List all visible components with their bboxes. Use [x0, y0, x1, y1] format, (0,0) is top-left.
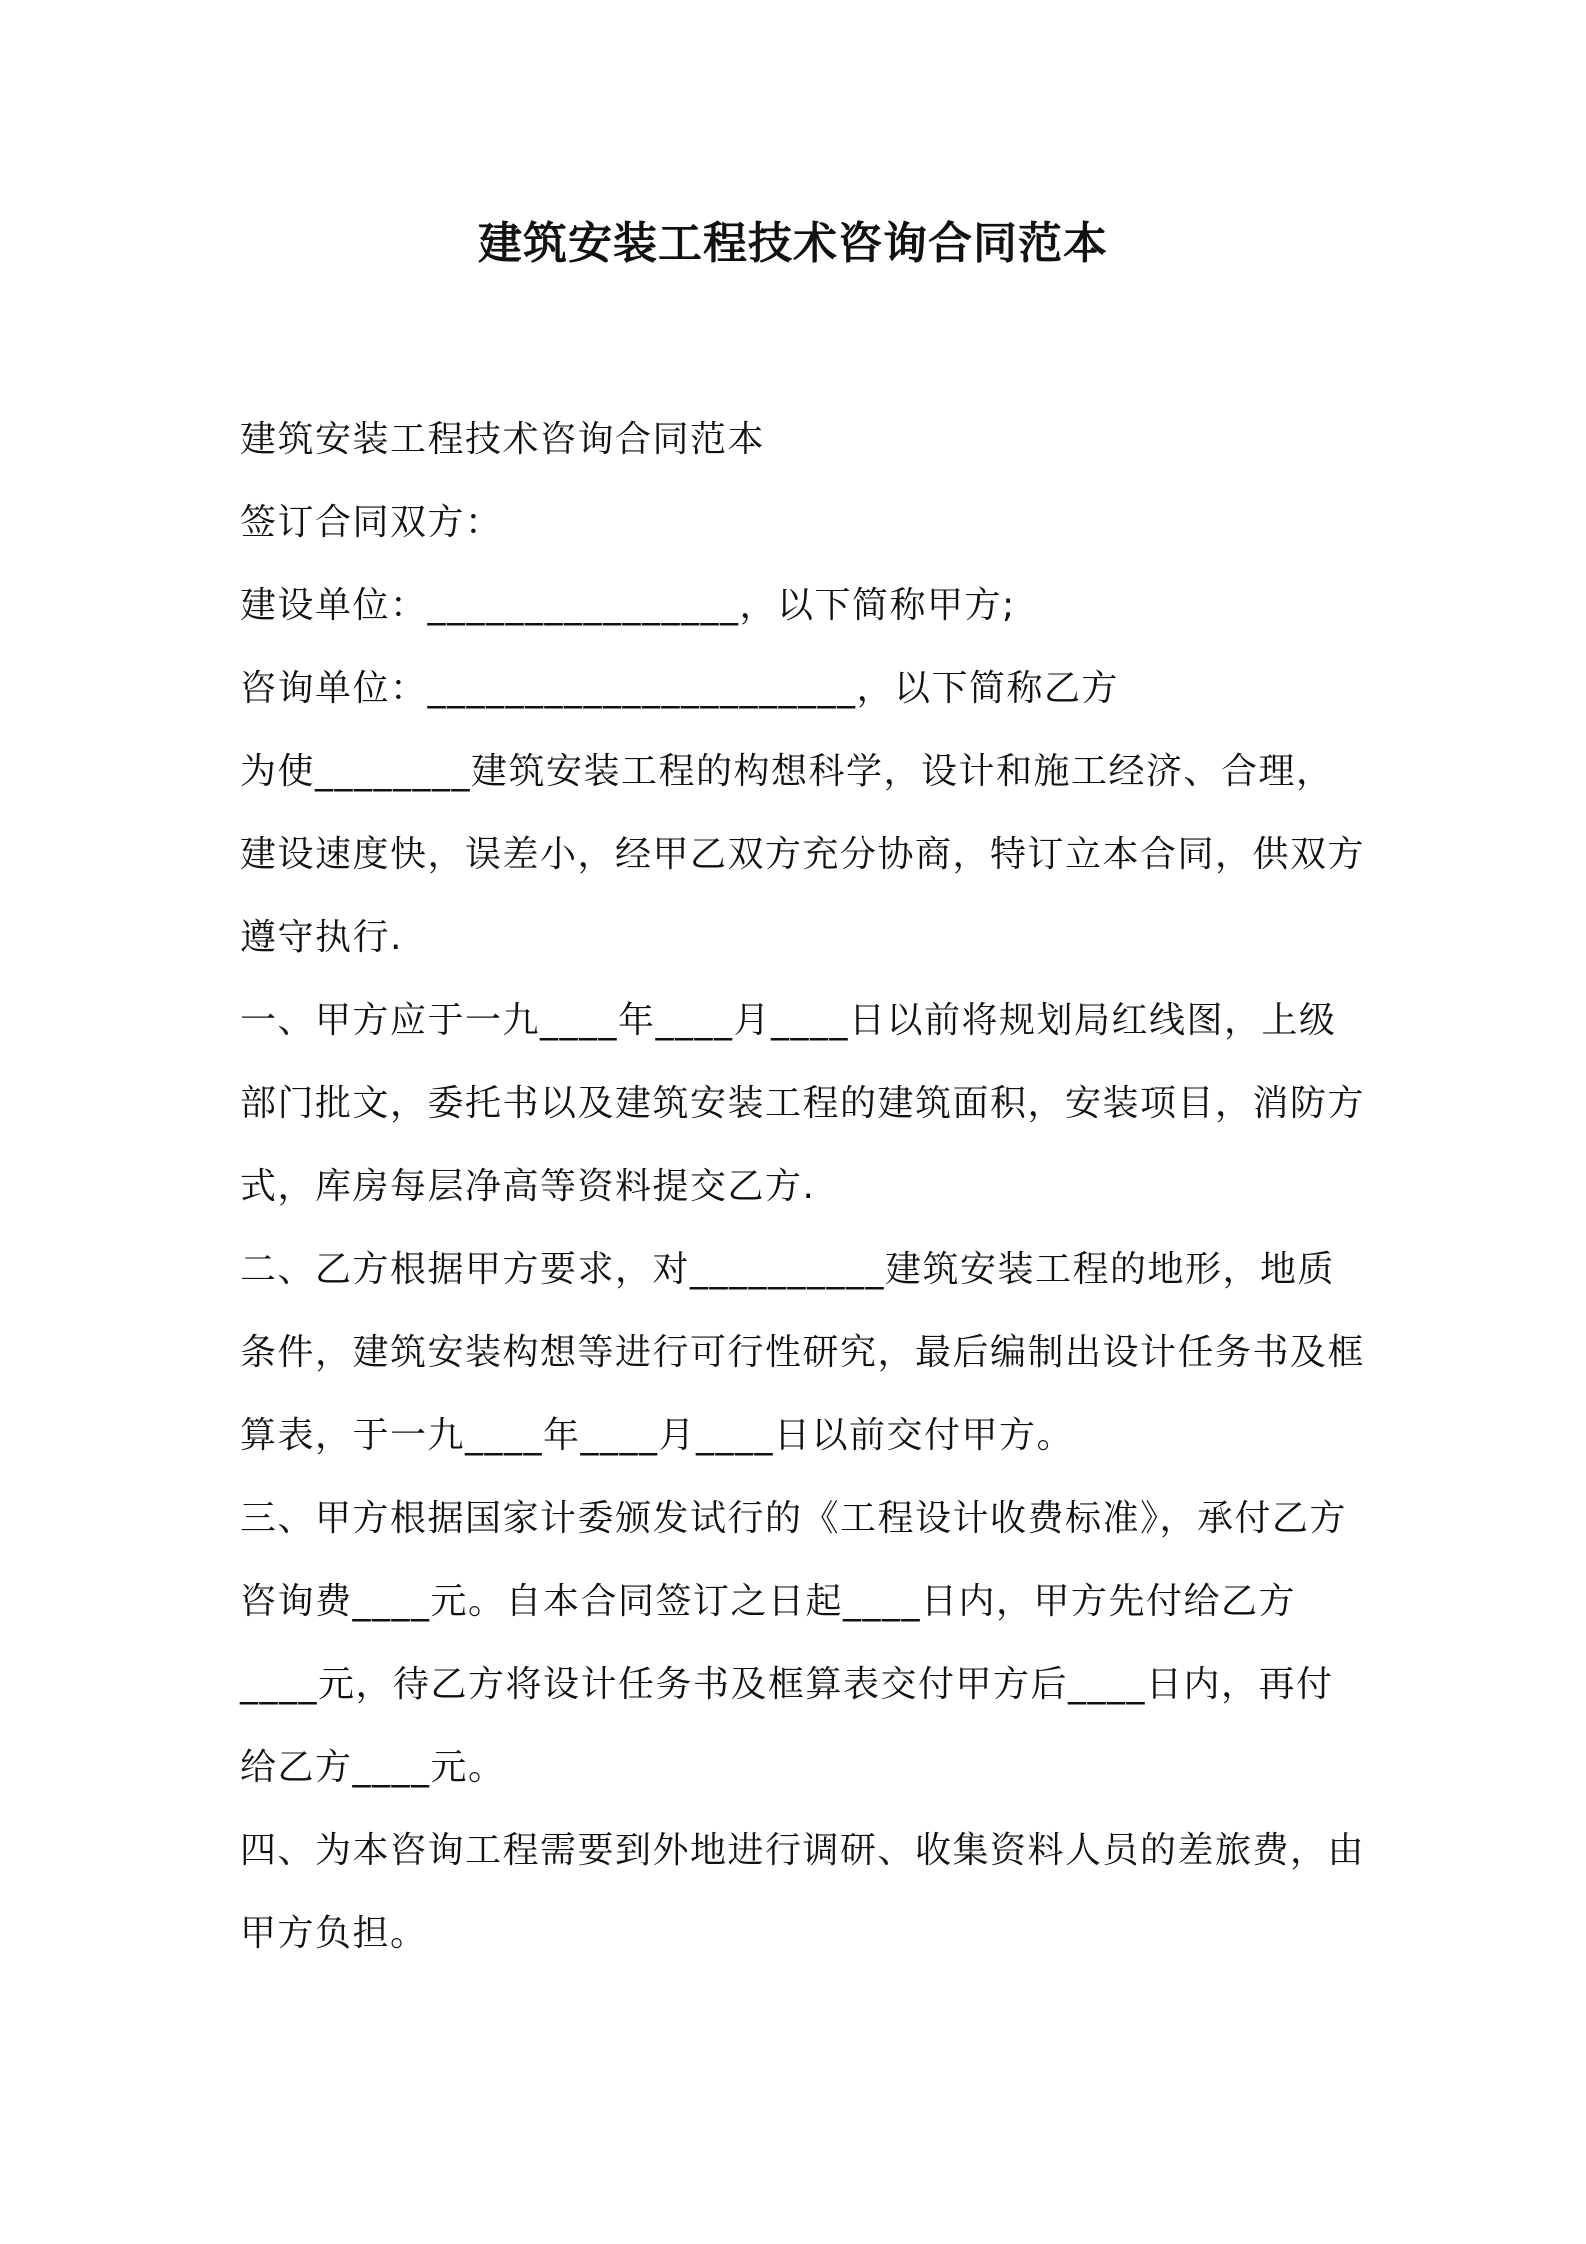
body-line-consulting-unit: 咨询单位：______________________，以下简称乙方 — [240, 668, 1120, 709]
document-body — [240, 398, 1366, 1975]
body-line-clause-1-a: 一、甲方应于一九____年____月____日以前将规划局红线图，上级 — [240, 1000, 1337, 1041]
body-line-purpose-1: 为使________建筑安装工程的构想科学，设计和施工经济、合理， — [240, 751, 1334, 792]
document-title: 建筑安装工程技术咨询合同范本 — [478, 218, 1108, 269]
body-line-clause-3-c: ____元，待乙方将设计任务书及框算表交付甲方后____日内，再付 — [240, 1664, 1334, 1705]
body-line-clause-1-b: 部门批文，委托书以及建筑安装工程的建筑面积，安装项目，消防方 — [240, 1083, 1366, 1124]
body-line-clause-4-a: 四、为本咨询工程需要到外地进行调研、收集资料人员的差旅费，由 — [240, 1830, 1366, 1871]
body-line-parties-heading: 签订合同双方： — [240, 502, 503, 543]
body-line-clause-3-a: 三、甲方根据国家计委颁发试行的《工程设计收费标准》，承付乙方 — [240, 1498, 1348, 1539]
body-line-clause-2-c: 算表，于一九____年____月____日以前交付甲方。 — [240, 1415, 1075, 1456]
body-line-clause-3-d: 给乙方____元。 — [240, 1747, 506, 1788]
body-line-purpose-3: 遵守执行. — [240, 917, 403, 958]
body-line-clause-1-c: 式，库房每层净高等资料提交乙方. — [240, 1166, 816, 1207]
body-line-clause-3-b: 咨询费____元。自本合同签订之日起____日内，甲方先付给乙方 — [240, 1581, 1297, 1622]
body-line-clause-4-b: 甲方负担。 — [240, 1913, 428, 1954]
body-line-construction-unit: 建设单位：________________，以下简称甲方; — [240, 585, 1016, 626]
body-line-subtitle: 建筑安装工程技术咨询合同范本 — [240, 419, 766, 460]
body-line-purpose-2: 建设速度快，误差小，经甲乙双方充分协商，特订立本合同，供双方 — [240, 834, 1366, 875]
body-line-clause-2-b: 条件，建筑安装构想等进行可行性研究，最后编制出设计任务书及框 — [240, 1332, 1366, 1373]
body-line-clause-2-a: 二、乙方根据甲方要求，对__________建筑安装工程的地形，地质 — [240, 1249, 1336, 1290]
